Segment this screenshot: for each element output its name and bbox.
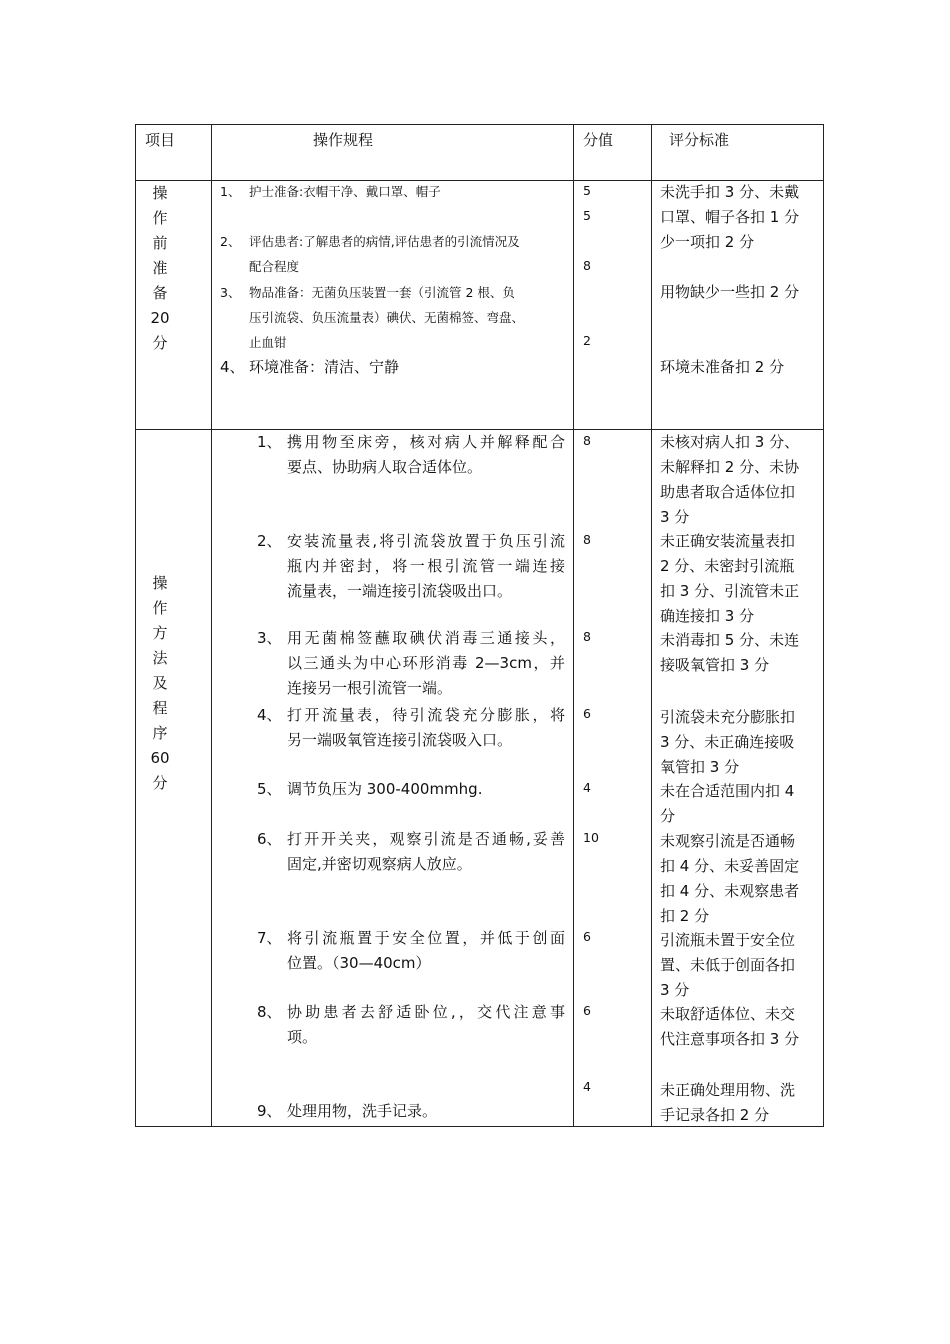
ops-step-text: 流量表，一端连接引流袋吸出口。 xyxy=(287,582,513,600)
ops-step-text: 以三通头为中心环形消毒 2—3cm，并 xyxy=(287,654,565,672)
prep-step-num: 2、 xyxy=(220,234,241,249)
section-char: 序 xyxy=(152,724,168,742)
header-score: 分值 xyxy=(583,131,614,149)
ops-step-num: 7、 xyxy=(257,929,282,947)
criteria-text: 未正确处理用物、洗 xyxy=(660,1081,796,1099)
scoring-table xyxy=(135,124,824,1127)
prep-step-num: 1、 xyxy=(220,184,241,199)
column-divider xyxy=(651,124,652,1127)
section-char: 准 xyxy=(152,259,168,277)
ops-step-text: 调节负压为 300-400mmhg. xyxy=(287,780,483,798)
criteria-text: 分 xyxy=(660,807,676,825)
criteria-text: 未核对病人扣 3 分、 xyxy=(660,433,800,451)
prep-step-num: 4、 xyxy=(220,358,245,376)
criteria-text: 助患者取合适体位扣 xyxy=(660,483,796,501)
score-value: 6 xyxy=(583,929,591,944)
criteria-text: 未在合适范围内扣 4 xyxy=(660,782,795,800)
section-char: 分 xyxy=(152,774,168,792)
criteria-text: 口罩、帽子各扣 1 分 xyxy=(660,208,800,226)
ops-step-num: 8、 xyxy=(257,1003,282,1021)
table-border-top xyxy=(135,124,824,125)
ops-step-num: 1、 xyxy=(257,433,282,451)
score-value: 6 xyxy=(583,706,591,721)
ops-step-num: 6、 xyxy=(257,830,282,848)
ops-step-text: 安装流量表,将引流袋放置于负压引流 xyxy=(287,532,565,550)
criteria-text: 未正确安装流量表扣 xyxy=(660,532,796,550)
criteria-text: 少一项扣 2 分 xyxy=(660,233,755,251)
table-border-right xyxy=(823,124,824,1127)
ops-step-text: 瓶内并密封，将一根引流管一端连接 xyxy=(287,557,565,575)
criteria-text: 扣 4 分、未观察患者 xyxy=(660,882,800,900)
table-border-bottom xyxy=(135,1126,824,1127)
header-item: 项目 xyxy=(145,131,176,149)
section-char: 方 xyxy=(152,624,168,642)
score-value: 6 xyxy=(583,1003,591,1018)
prep-step-text: 环境准备：清洁、宁静 xyxy=(249,358,400,376)
criteria-text: 未解释扣 2 分、未协 xyxy=(660,458,800,476)
table-border-left xyxy=(135,124,136,1127)
ops-step-num: 4、 xyxy=(257,706,282,724)
section-char: 操 xyxy=(152,574,168,592)
ops-step-num: 2、 xyxy=(257,532,282,550)
ops-step-text: 另一端吸氧管连接引流袋吸入口。 xyxy=(287,731,513,749)
criteria-text: 未洗手扣 3 分、未戴 xyxy=(660,183,800,201)
criteria-text: 引流瓶未置于安全位 xyxy=(660,931,796,949)
prep-step-text: 止血钳 xyxy=(249,335,287,350)
ops-step-text: 处理用物，洗手记录。 xyxy=(287,1102,438,1120)
prep-step-text: 压引流袋、负压流量表）碘伏、无菌棉签、弯盘、 xyxy=(249,310,525,325)
ops-step-text: 项。 xyxy=(287,1028,318,1046)
criteria-text: 扣 4 分、未妥善固定 xyxy=(660,857,800,875)
score-value: 8 xyxy=(583,433,591,448)
score-value: 4 xyxy=(583,780,591,795)
header-criteria: 评分标准 xyxy=(669,131,730,149)
ops-step-text: 打开流量表，待引流袋充分膨胀，将 xyxy=(287,706,565,724)
criteria-text: 接吸氧管扣 3 分 xyxy=(660,656,770,674)
section-char: 20 xyxy=(150,309,170,327)
ops-step-num: 3、 xyxy=(257,629,282,647)
ops-step-text: 固定,并密切观察病人放应。 xyxy=(287,855,472,873)
ops-step-text: 要点、协助病人取合适体位。 xyxy=(287,458,483,476)
column-divider xyxy=(211,124,212,1127)
ops-step-text: 位置。（30—40cm） xyxy=(287,954,431,972)
section-char: 分 xyxy=(152,334,168,352)
score-value: 4 xyxy=(583,1079,591,1094)
section-char: 及 xyxy=(152,674,168,692)
ops-step-text: 将引流瓶置于安全位置，并低于创面 xyxy=(287,929,565,947)
ops-step-num: 5、 xyxy=(257,780,282,798)
criteria-text: 用物缺少一些扣 2 分 xyxy=(660,283,800,301)
ops-step-text: 携用物至床旁，核对病人并解释配合 xyxy=(287,433,565,451)
column-divider xyxy=(573,124,574,1127)
score-value: 5 xyxy=(583,183,591,198)
score-value: 8 xyxy=(583,258,591,273)
criteria-text: 确连接扣 3 分 xyxy=(660,607,755,625)
criteria-text: 未消毒扣 5 分、未连 xyxy=(660,631,800,649)
ops-step-text: 连接另一根引流管一端。 xyxy=(287,679,453,697)
prep-step-text: 物品准备：无菌负压装置一套（引流管 2 根、负 xyxy=(249,285,515,300)
ops-step-text: 打开开关夹，观察引流是否通畅,妥善 xyxy=(287,830,565,848)
section-char: 操 xyxy=(152,184,168,202)
header-procedure: 操作规程 xyxy=(313,131,374,149)
score-value: 5 xyxy=(583,208,591,223)
criteria-text: 2 分、未密封引流瓶 xyxy=(660,557,795,575)
prep-step-text: 评估患者:了解患者的病情,评估患者的引流情况及 xyxy=(249,234,520,249)
row-divider xyxy=(135,429,824,430)
ops-step-num: 9、 xyxy=(257,1102,282,1120)
section-char: 作 xyxy=(152,209,168,227)
ops-step-text: 用无菌棉签蘸取碘伏消毒三通接头， xyxy=(287,629,565,647)
section-char: 程 xyxy=(152,699,168,717)
criteria-text: 扣 3 分、引流管未正 xyxy=(660,582,800,600)
criteria-text: 未观察引流是否通畅 xyxy=(660,832,796,850)
score-value: 8 xyxy=(583,532,591,547)
score-value: 8 xyxy=(583,629,591,644)
section-char: 60 xyxy=(150,749,170,767)
criteria-text: 3 分、未正确连接吸 xyxy=(660,733,795,751)
score-value: 2 xyxy=(583,333,591,348)
section-char: 前 xyxy=(152,234,168,252)
criteria-text: 氧管扣 3 分 xyxy=(660,758,740,776)
criteria-text: 置、未低于创面各扣 xyxy=(660,956,796,974)
criteria-text: 3 分 xyxy=(660,981,690,999)
criteria-text: 手记录各扣 2 分 xyxy=(660,1106,770,1124)
ops-step-text: 协助患者去舒适卧位,，交代注意事 xyxy=(287,1003,565,1021)
prep-step-num: 3、 xyxy=(220,285,241,300)
section-char: 作 xyxy=(152,599,168,617)
section-char: 备 xyxy=(152,284,168,302)
prep-step-text: 配合程度 xyxy=(249,259,300,274)
criteria-text: 扣 2 分 xyxy=(660,907,710,925)
criteria-text: 环境未准备扣 2 分 xyxy=(660,358,785,376)
criteria-text: 3 分 xyxy=(660,508,690,526)
score-value: 10 xyxy=(583,830,599,845)
criteria-text: 未取舒适体位、未交 xyxy=(660,1005,796,1023)
criteria-text: 代注意事项各扣 3 分 xyxy=(660,1030,800,1048)
section-char: 法 xyxy=(152,649,168,667)
prep-step-text: 护士准备:衣帽干净、戴口罩、帽子 xyxy=(249,184,441,199)
criteria-text: 引流袋未充分膨胀扣 xyxy=(660,708,796,726)
